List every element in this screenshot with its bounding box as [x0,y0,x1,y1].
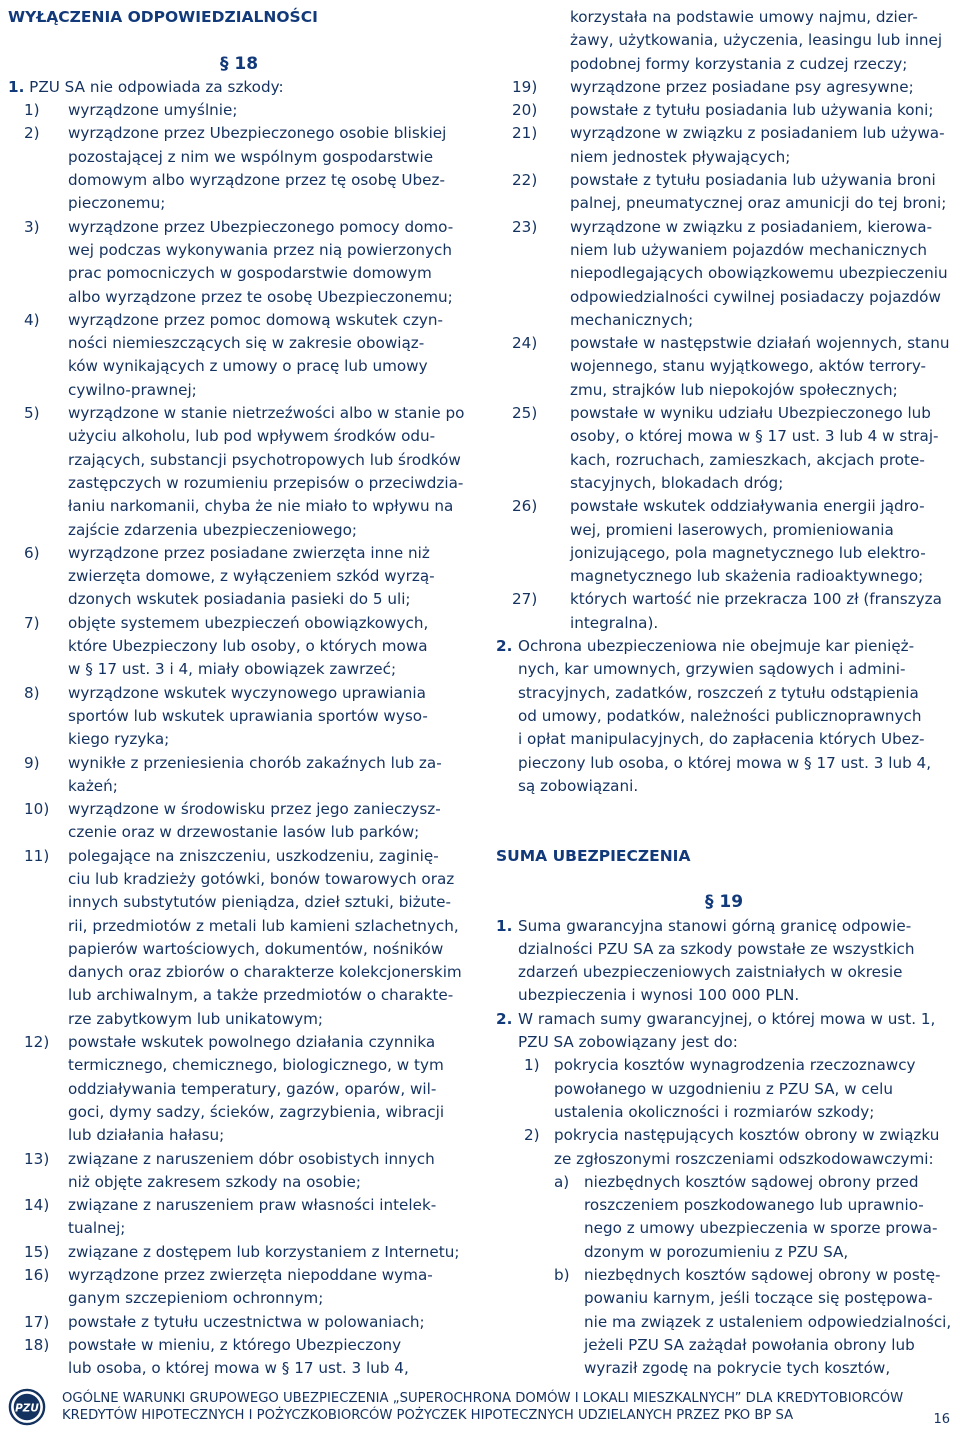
item-text: W ramach sumy gwarancyjnej, o której mowa w ust. 1, [518,1009,936,1028]
section-title-sum: SUMA UBEZPIECZENIA [496,846,691,865]
item-text: PZU SA nie odpowiada za szkody: [29,77,284,96]
list-text: pokrycia kosztów wynagrodzenia rzeczoznawcy [554,1056,916,1075]
list-text: związane z naruszeniem dóbr osobistych innych [68,1149,435,1168]
item-1 [8,76,470,99]
list-text: związane z dostępem lub korzystaniem z Internetu; [68,1242,460,1261]
list-text: korzystała na podstawie umowy najmu, dzier- [570,8,918,26]
list-line [8,612,470,635]
list-text: tualnej; [68,1219,126,1238]
list-text: które Ubezpieczony lub osoby, o których mowa [68,637,428,656]
list-text: wyrządzone przez posiadane zwierzęta inne niż [68,543,430,562]
list-number: 22) [512,171,538,190]
list-number: 19) [512,77,538,96]
list-text: ustalenia okoliczności i rozmiarów szkody; [554,1102,875,1121]
list-line [8,915,470,938]
list-number: 23) [512,217,538,236]
list-text: dzonym w porozumieniu z PZU SA, [584,1242,849,1261]
list-line [8,845,470,868]
list-line [8,332,470,355]
list-number: 7) [24,613,40,632]
list-line [8,1078,470,1101]
list-number: 4) [24,310,40,329]
list-text: polegające na zniszczeniu, uszkodzeniu, zaginię- [68,846,439,865]
list-line [496,286,952,309]
list-text: termicznego, chemicznego, biologicznego, w tym [68,1056,444,1075]
list-text: osoby, o której mowa w § 17 ust. 3 lub 4 w straj- [570,427,939,446]
list-number: 13) [24,1149,50,1168]
list-text: wyraził zgodę na pokrycie tych kosztów, [584,1359,891,1378]
list-line [8,1334,470,1357]
list-line [8,169,470,192]
section-title: WYŁĄCZENIA ODPOWIEDZIALNOŚCI [8,8,318,26]
logo-text: PZU [15,1402,39,1415]
list-text: cywilno-prawnej; [68,380,197,399]
list-line [8,216,470,239]
list-number: 24) [512,334,538,353]
item-number: 1. [8,77,25,96]
list-text: prac pomocniczych w gospodarstwie domowym [68,264,432,283]
list-number: 12) [24,1033,50,1052]
list-line [8,1311,470,1334]
list-text: każeń; [68,776,118,795]
list-text: powstałe w następstwie działań wojennych, stanu [570,334,950,353]
list-text: innych substytutów pieniądza, dzieł sztuki, biżute- [68,893,451,912]
list-line [496,472,952,495]
list-number: 15) [24,1242,50,1261]
s19-subitems [496,1054,952,1170]
list-line [8,1287,470,1310]
list-text: łaniu narkomanii, chyba że nie miało to wpływu na [68,497,454,516]
list-text: użyciu alkoholu, lub pod wpływem środków odu- [68,427,436,446]
subsubitem-line [496,1287,952,1310]
subitem-line [496,1054,952,1077]
list-number: 27) [512,590,538,609]
list-line [8,798,470,821]
list-text: domowym albo wyrządzone przez tę osobę Ubez- [68,171,445,190]
list-text: powstałe w mieniu, z którego Ubezpieczony [68,1335,402,1354]
list-line [8,682,470,705]
s19-item-1-first [496,915,952,938]
subitem-line [496,1124,952,1147]
list-line [496,6,952,29]
list-text: powołanego w uzgodnieniu z PZU SA, w celu [554,1079,893,1098]
list-line [496,612,952,635]
list-line [8,565,470,588]
list-line [8,821,470,844]
list-text: podobnej formy korzystania z cudzej rzeczy; [570,54,908,73]
list-text: lub archiwalnym, a także przedmiotów o charakte- [68,986,454,1005]
list-line [8,425,470,448]
list-line [8,891,470,914]
list-text: rii, przedmiotów z metali lub kamieni szlachetnych, [68,916,459,935]
list-text: jonizującego, pola magnetycznego lub elektro- [570,543,926,562]
list-text: wej, promieni laserowych, promieniowania [570,520,894,539]
subsubitem-line [496,1334,952,1357]
list-line [8,519,470,542]
list-text: ze zgłoszonymi roszczeniami odszkodowawczymi: [554,1149,934,1168]
text-line: pieczony lub osoba, o której mowa w § 17 ust. 3 lub 4, [518,753,932,772]
list-text: których wartość nie przekracza 100 zł (franszyza [570,590,942,609]
list-text: wyrządzone przez pomoc domową wskutek czyn- [68,310,444,329]
list-number: 21) [512,124,538,143]
list-line [8,984,470,1007]
list-number: 20) [512,101,538,120]
list-letter: b) [554,1266,570,1285]
list-number: 11) [24,846,50,865]
paragraph-heading: § 18 [219,53,259,74]
list-line [496,146,952,169]
list-line [496,425,952,448]
list-text: ków wynikających z umowy o pracę lub umowy [68,357,428,376]
list-text: powaniu karnym, jeśli toczące się postępowa- [584,1289,933,1308]
list-number: 8) [24,683,40,702]
text-line: i opłat manipulacyjnych, do zapłacenia których Ubez- [518,730,925,749]
text-line: stracyjnych, zadatków, roszczeń z tytułu odstąpienia [518,683,919,702]
list-line [8,775,470,798]
list-text: wyrządzone wskutek wyczynowego uprawiania [68,683,426,702]
list-line [496,99,952,122]
page-number: 16 [933,1412,950,1427]
list-line [8,961,470,984]
list-text: czenie oraz w drzewostanie lasów lub parków; [68,823,420,842]
subitem-line [496,1078,952,1101]
list-text: wyrządzone w stanie nietrzeźwości albo w stanie po [68,404,465,423]
text-line: zdarzeń ubezpieczeniowych zaistniałych w okresie [518,963,903,982]
list-text: niem lub używaniem pojazdów mechanicznych [570,240,928,259]
list-line [496,169,952,192]
list-text: wyrządzone w środowisku przez jego zanieczysz- [68,800,441,819]
list-text: nie ma związek z ustaleniem odpowiedzialności, [584,1312,952,1331]
list-line [8,1241,470,1264]
list-text: lub osoba, o której mowa w § 17 ust. 3 lub 4, [68,1359,409,1378]
item-text: Suma gwarancyjna stanowi górną granicę odpowie- [518,916,912,935]
list-text: wej podczas wykonywania przez nią powierzonych [68,240,453,259]
footer-line-1: OGÓLNE WARUNKI GRUPOWEGO UBEZPIECZENIA „SUPEROCHRONA DOMÓW I LOKALI MIESZKALNYCH” DLA KREDYTOBIORCÓW [62,1391,904,1406]
list-text: rzających, substancji psychotropowych lub środków [68,450,461,469]
list-line [8,938,470,961]
list-text: nego z umowy ubezpieczenia w sporze prowa- [584,1219,938,1238]
list-text: niż objęte zakresem szkody na osobie; [68,1172,361,1191]
text-line: ubezpieczenia i wynosi 100 000 PLN. [518,986,800,1005]
list-text: zajście zdarzenia ubezpieczeniowego; [68,520,358,539]
list-line [496,542,952,565]
list-text: wyrządzone przez Ubezpieczonego osobie bliskiej [68,124,447,143]
list-number: 16) [24,1266,50,1285]
list-number: 25) [512,404,538,423]
list-line [8,1148,470,1171]
list-text: stacyjnych, blokadach dróg; [570,473,784,492]
list-text: pokrycia następujących kosztów obrony w związku [554,1126,940,1145]
list-line [8,239,470,262]
item-2-text [496,658,952,798]
list-line [496,53,952,76]
subsubitem-line [496,1217,952,1240]
list-line [496,588,952,611]
list-text: powstałe wskutek powolnego działania czynnika [68,1033,436,1052]
footer-text [62,1390,903,1424]
list-text: niezbędnych kosztów sądowej obrony w postę- [584,1266,941,1285]
list-line [8,262,470,285]
list-line [8,192,470,215]
exclusions-list [8,99,470,1380]
list-text: integralna). [570,613,659,632]
list-line [8,122,470,145]
list-line [8,1031,470,1054]
list-text: w § 17 ust. 3 i 4, miały obowiązek zawrzeć; [68,660,397,679]
list-text: jeżeli PZU SA zażądał powołania obrony lub [584,1335,915,1354]
list-text: ciu lub kradzieży gotówki, bonów towarowych oraz [68,869,455,888]
list-line [496,29,952,52]
list-text: palnej, pneumatycznej oraz amunicji do tej broni; [570,194,947,213]
list-text: niepodlegających obowiązkowemu ubezpieczeniu [570,264,948,283]
list-line [8,146,470,169]
list-line [496,355,952,378]
list-line [8,449,470,472]
list-text: powstałe z tytułu uczestnictwa w polowaniach; [68,1312,425,1331]
list-number: 1) [24,101,40,120]
list-number: 6) [24,543,40,562]
text-line: nych, kar umownych, grzywien sądowych i admini- [518,660,906,679]
list-text: sportów lub wskutek uprawiania sportów wyso- [68,706,428,725]
text-line: PZU SA zobowiązany jest do: [518,1033,738,1052]
left-column [8,6,470,1381]
subitem-line [496,1101,952,1124]
list-text: wyrządzone w związku z posiadaniem, kierowa- [570,217,933,236]
list-number: 26) [512,497,538,516]
item-number: 1. [496,916,513,935]
list-text: wyrządzone przez zwierzęta niepoddane wyma- [68,1266,433,1285]
list-line [496,332,952,355]
list-text: pieczonemu; [68,194,166,213]
list-line [8,868,470,891]
exclusions-list-continued [496,6,952,635]
list-number: 18) [24,1335,50,1354]
list-line [496,262,952,285]
list-number: 9) [24,753,40,772]
list-text: niezbędnych kosztów sądowej obrony przed [584,1172,919,1191]
list-text: mechanicznych; [570,310,694,329]
list-text: zmu, strajków lub niepokojów społecznych; [570,380,898,399]
list-line [8,542,470,565]
list-number: 14) [24,1196,50,1215]
text-line: są zobowiązani. [518,776,639,795]
list-text: wyrządzone umyślnie; [68,101,238,120]
list-text: wyrządzone przez posiadane psy agresywne; [570,77,914,96]
list-line [8,1008,470,1031]
list-line [8,309,470,332]
list-line [8,1217,470,1240]
list-text: magnetycznego lub skażenia radioaktywnego; [570,567,924,586]
list-text: wynikłe z przeniesienia chorób zakaźnych lub za- [68,753,442,772]
list-text: kiego ryzyka; [68,730,170,749]
list-number: 2) [524,1126,540,1145]
subitem-line [496,1148,952,1171]
list-letter: a) [554,1172,570,1191]
list-line [496,76,952,99]
list-line [8,752,470,775]
list-text: powstałe wskutek oddziaływania energii jądro- [570,497,925,516]
list-line [8,728,470,751]
list-text: pozostającej z nim we wspólnym gospodarstwie [68,147,434,166]
list-line [496,379,952,402]
right-column [496,6,952,1381]
list-line [496,449,952,472]
subsubitem-line [496,1311,952,1334]
s19-item-1-text [496,938,952,1008]
list-line [496,402,952,425]
subsubitem-line [496,1241,952,1264]
list-number: 17) [24,1312,50,1331]
list-line [8,99,470,122]
list-line [8,1054,470,1077]
list-text: związane z naruszeniem praw własności intelek- [68,1196,437,1215]
list-text: powstałe z tytułu posiadania lub używania broni [570,171,936,190]
list-line [8,1101,470,1124]
list-text: powstałe w wyniku udziału Ubezpieczonego lub [570,404,931,423]
list-text: wyrządzone przez Ubezpieczonego pomocy domo- [68,217,454,236]
s19-item-2-text [496,1031,952,1054]
list-text: objęte systemem ubezpieczeń obowiązkowych, [68,613,429,632]
list-line [8,658,470,681]
list-line [496,565,952,588]
list-line [8,286,470,309]
list-text: danych oraz zbiorów o charakterze kolekcjonerskim [68,963,462,982]
text-line: dzialności PZU SA za szkody powstałe ze wszystkich [518,939,915,958]
list-line [8,635,470,658]
list-line [496,309,952,332]
list-line [496,495,952,518]
list-line [8,1264,470,1287]
list-line [8,588,470,611]
list-line [8,472,470,495]
s19-subsubitems [496,1171,952,1381]
list-line [496,519,952,542]
paragraph-heading-19: § 19 [704,892,744,913]
list-text: oddziaływania temperatury, gazów, oparów, wil- [68,1079,437,1098]
list-text: zastępczych w rozumieniu przepisów o przeciwdzia- [68,473,464,492]
subsubitem-line [496,1194,952,1217]
list-text: wojennego, stanu wyjątkowego, aktów terrory- [570,357,927,376]
list-text: albo wyrządzone przez te osobę Ubezpieczonemu; [68,287,453,306]
list-text: powstałe z tytułu posiadania lub używania koni; [570,101,934,120]
list-line [496,192,952,215]
item-number: 2. [496,637,513,656]
list-text: ności niemieszczących się w zakresie obowiąz- [68,334,425,353]
list-line [8,1124,470,1147]
footer [0,1378,960,1434]
list-text: papierów wartościowych, dokumentów, nośników [68,939,444,958]
pzu-logo-icon [8,1388,46,1426]
item-number: 2. [496,1009,513,1028]
text-line: od umowy, podatków, należności publicznoprawnych [518,706,922,725]
list-line [8,402,470,425]
list-line [496,122,952,145]
list-line [8,1194,470,1217]
list-text: zwierzęta domowe, z wyłączeniem szkód wyrzą- [68,567,435,586]
list-text: żawy, użytkowania, użyczenia, leasingu lub innej [570,31,943,50]
footer-line-2: KREDYTÓW HIPOTECZNYCH I POŻYCZKOBIORCÓW POŻYCZEK HIPOTECZNYCH UDZIELANYCH PRZEZ PKO BP SA [62,1408,794,1423]
list-text: goci, dymy sadzy, ścieków, zagrzybienia, wibracji [68,1102,445,1121]
list-text: ganym szczepieniom ochronnym; [68,1289,324,1308]
list-line [8,355,470,378]
s19-item-2-first [496,1008,952,1031]
list-line [8,379,470,402]
list-number: 10) [24,800,50,819]
item-2-first [496,635,952,658]
list-line [496,216,952,239]
list-number: 3) [24,217,40,236]
list-text: kach, rozruchach, zamieszkach, akcjach prote- [570,450,925,469]
list-line [8,705,470,728]
list-line [8,1171,470,1194]
list-text: lub działania hałasu; [68,1126,225,1145]
list-text: dzonych wskutek posiadania pasieki do 5 uli; [68,590,411,609]
list-text: rze zabytkowym lub unikatowym; [68,1009,324,1028]
list-text: niem jednostek pływających; [570,147,791,166]
list-line [8,495,470,518]
list-number: 5) [24,404,40,423]
subsubitem-line [496,1171,952,1194]
item-text: Ochrona ubezpieczeniowa nie obejmuje kar pienięż- [518,637,915,656]
list-text: wyrządzone w związku z posiadaniem lub używa- [570,124,945,143]
list-number: 1) [524,1056,540,1075]
list-text: roszczeniem poszkodowanego lub uprawnio- [584,1196,924,1215]
list-text: odpowiedzialności cywilnej posiadaczy pojazdów [570,287,941,306]
list-number: 2) [24,124,40,143]
subsubitem-line [496,1264,952,1287]
list-line [496,239,952,262]
